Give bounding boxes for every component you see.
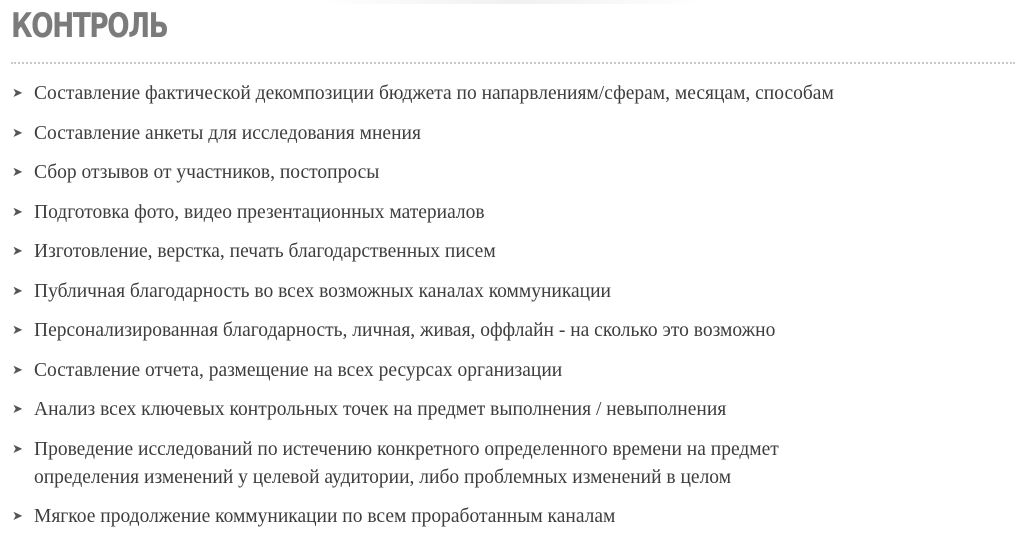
list-item [0,120,994,148]
list-item-text: Подготовка фото, видео презентационных материалов [34,201,485,223]
list-item-text: Изготовление, верстка, печать благодарственных писем [34,241,496,262]
top-shadow-decoration [318,0,708,4]
list-item-text: Составление анкеты для исследования мнения [34,122,421,144]
list-item [0,503,994,531]
arrowhead-bullet-icon: ➤ [12,283,23,299]
dotted-divider [11,62,1015,64]
arrowhead-bullet-icon: ➤ [12,441,23,457]
list-item [0,238,994,266]
section-heading: КОНТРОЛЬ [11,6,168,46]
control-task-list [0,80,994,541]
list-item-text: Составление фактической декомпозиции бюджета по напарвлениям/сферам, месяцам, способам [34,83,834,104]
list-item-text: Персонализированная благодарность, личная, живая, оффлайн - на сколько это возможно [34,320,776,341]
list-item-text: Проведение исследований по истечению конкретного определенного времени на предмет определения изменений у целевой аудитории, либо проблемных изменений в целом [34,438,779,488]
list-item [0,199,994,227]
arrowhead-bullet-icon: ➤ [12,125,23,141]
arrowhead-bullet-icon: ➤ [12,204,23,220]
arrowhead-bullet-icon: ➤ [12,323,23,338]
list-item [0,278,994,306]
list-item-text: Сбор отзывов от участников, постопросы [34,162,380,183]
list-item [0,159,994,187]
list-item-text: Публичная благодарность во всех возможных каналах коммуникации [34,280,611,302]
list-item-text: Составление отчета, размещение на всех ресурсах организации [34,359,563,381]
list-item [0,357,994,385]
list-item-text: Мягкое продолжение коммуникации по всем проработанным каналам [34,506,616,527]
arrowhead-bullet-icon: ➤ [12,244,23,259]
list-item [0,396,994,424]
list-item [0,436,994,492]
arrowhead-bullet-icon: ➤ [12,362,23,378]
arrowhead-bullet-icon: ➤ [12,402,23,417]
list-item-text: Анализ всех ключевых контрольных точек на предмет выполнения / невыполнения [34,399,727,420]
list-item [0,317,994,345]
list-item [0,80,994,108]
arrowhead-bullet-icon: ➤ [12,165,23,180]
arrowhead-bullet-icon: ➤ [12,509,23,524]
arrowhead-bullet-icon: ➤ [12,86,23,101]
